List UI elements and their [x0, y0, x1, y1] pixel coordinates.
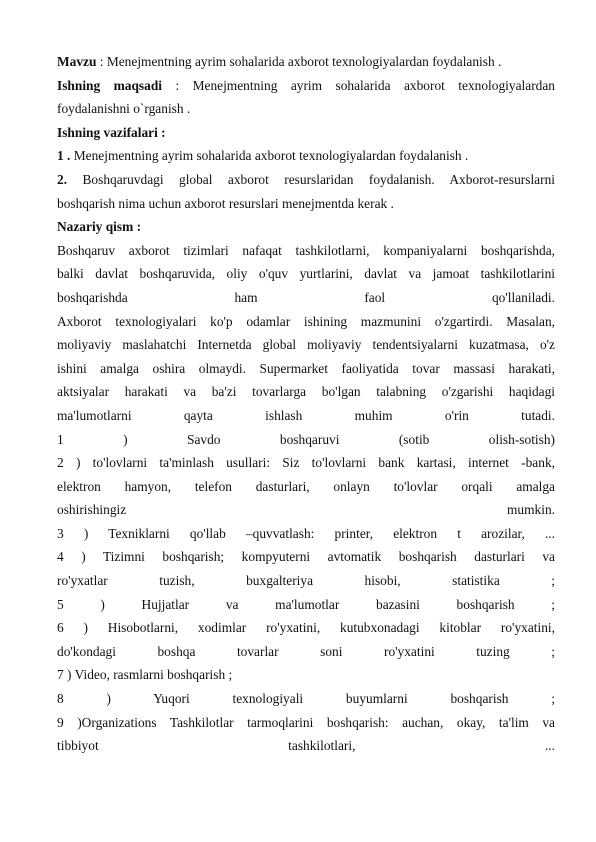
line-text: : Menejmentning ayrim sohalarida axborot texnologiyalardan foydalanish .: [96, 54, 502, 69]
text-line: [57, 144, 555, 168]
line-text: do'kondagi boshqa tovarlar soni ro'yxatini tuzing ;: [57, 643, 555, 659]
line-text: boshqarish nima uchun axborot resurslari menejmentda kerak .: [57, 195, 394, 211]
line-text: 3 ) Texniklarni qo'llab –quvvatlash: printer, elektron t arozilar, ...: [57, 525, 555, 541]
bold-label: Ishning vazifalari :: [57, 124, 166, 140]
text-line: [57, 286, 555, 310]
line-text: Boshqaruvdagi global axborot resurslaridan foydalanish. Axborot-resurslarni: [67, 171, 555, 187]
bold-label: Ishning maqsadi: [57, 77, 162, 93]
text-line: [57, 239, 555, 263]
bold-label: Mavzu: [57, 54, 97, 69]
text-line: [57, 569, 555, 593]
document-page: [57, 50, 555, 758]
line-text: foydalanishni o`rganish .: [57, 101, 191, 117]
text-line: [57, 380, 555, 404]
text-line: [57, 593, 555, 617]
line-text: 2 ) to'lovlarni ta'minlash usullari: Siz to'lovlarni bank kartasi, internet -bank,: [57, 455, 555, 471]
text-line: [57, 97, 555, 121]
text-line: [57, 357, 555, 381]
line-text: 6 ) Hisobotlarni, xodimlar ro'yxatini, kutubxonadagi kitoblar ro'yxatini,: [57, 620, 555, 636]
bold-label: Nazariy qism :: [57, 219, 142, 235]
text-line: [57, 121, 555, 145]
text-line: [57, 663, 555, 687]
line-text: Menejmentning ayrim sohalarida axborot texnologiyalardan foydalanish .: [70, 148, 469, 164]
text-line: [57, 215, 555, 239]
text-line: [57, 616, 555, 640]
line-text: 9 )Organizations Tashkilotlar tarmoqlarini boshqarish: auchan, okay, ta'lim va: [57, 714, 555, 730]
text-line: [57, 333, 555, 357]
line-text: 1 ) Savdo boshqaruvi (sotib olish-sotish): [57, 431, 555, 447]
text-line: [57, 734, 555, 758]
line-text: 4 ) Tizimni boshqarish; kompyuterni avtomatik boshqarish dasturlari va: [57, 549, 555, 565]
bold-label: 1 .: [57, 148, 71, 164]
line-text: ro'yxatlar tuzish, buxgalteriya hisobi, statistika ;: [57, 573, 555, 589]
text-line: [57, 168, 555, 192]
line-text: elektron hamyon, telefon dasturlari, onlayn to'lovlar orqali amalga: [57, 478, 555, 494]
text-line: [57, 498, 555, 522]
line-text: oshirishingiz mumkin.: [57, 502, 555, 518]
text-line: [57, 262, 555, 286]
line-text: Axborot texnologiyalari ko'p odamlar ishining mazmunini o'zgartirdi. Masalan,: [57, 313, 555, 329]
line-text: moliyaviy maslahatchi Internetda global moliyaviy tendentsiyalarni kuzatmasa, o'z: [57, 337, 555, 353]
line-text: ma'lumotlarni qayta ishlash muhim o'rin tutadi.: [57, 407, 555, 423]
text-line: [57, 50, 555, 74]
line-text: tibbiyot tashkilotlari, ...: [57, 738, 555, 754]
line-text: 8 ) Yuqori texnologiyali buyumlarni boshqarish ;: [57, 691, 555, 707]
text-line: [57, 428, 555, 452]
line-text: : Menejmentning ayrim sohalarida axborot texnologiyalardan: [162, 77, 555, 93]
line-text: boshqarishda ham faol qo'llaniladi.: [57, 289, 555, 305]
text-line: [57, 711, 555, 735]
text-line: [57, 475, 555, 499]
line-text: aktsiyalar harakati va ba'zi tovarlarga bo'lgan talabning o'zgarishi haqidagi: [57, 384, 555, 400]
text-line: [57, 640, 555, 664]
bold-label: 2.: [57, 171, 68, 187]
text-line: [57, 451, 555, 475]
text-line: [57, 545, 555, 569]
line-text: ishini amalga oshira olmaydi. Supermarket faoliyatida tovar massasi harakati,: [57, 360, 555, 376]
text-line: [57, 404, 555, 428]
text-line: [57, 74, 555, 98]
text-line: [57, 522, 555, 546]
line-text: 7 ) Video, rasmlarni boshqarish ;: [57, 667, 233, 683]
text-line: [57, 192, 555, 216]
text-line: [57, 687, 555, 711]
line-text: Boshqaruv axborot tizimlari nafaqat tashkilotlarni, kompaniyalarni boshqarishda,: [57, 242, 555, 258]
line-text: 5 ) Hujjatlar va ma'lumotlar bazasini boshqarish ;: [57, 596, 555, 612]
line-text: balki davlat boshqaruvida, oliy o'quv yurtlarini, davlat va jamoat tashkilotlarini: [57, 266, 555, 282]
text-line: [57, 310, 555, 334]
